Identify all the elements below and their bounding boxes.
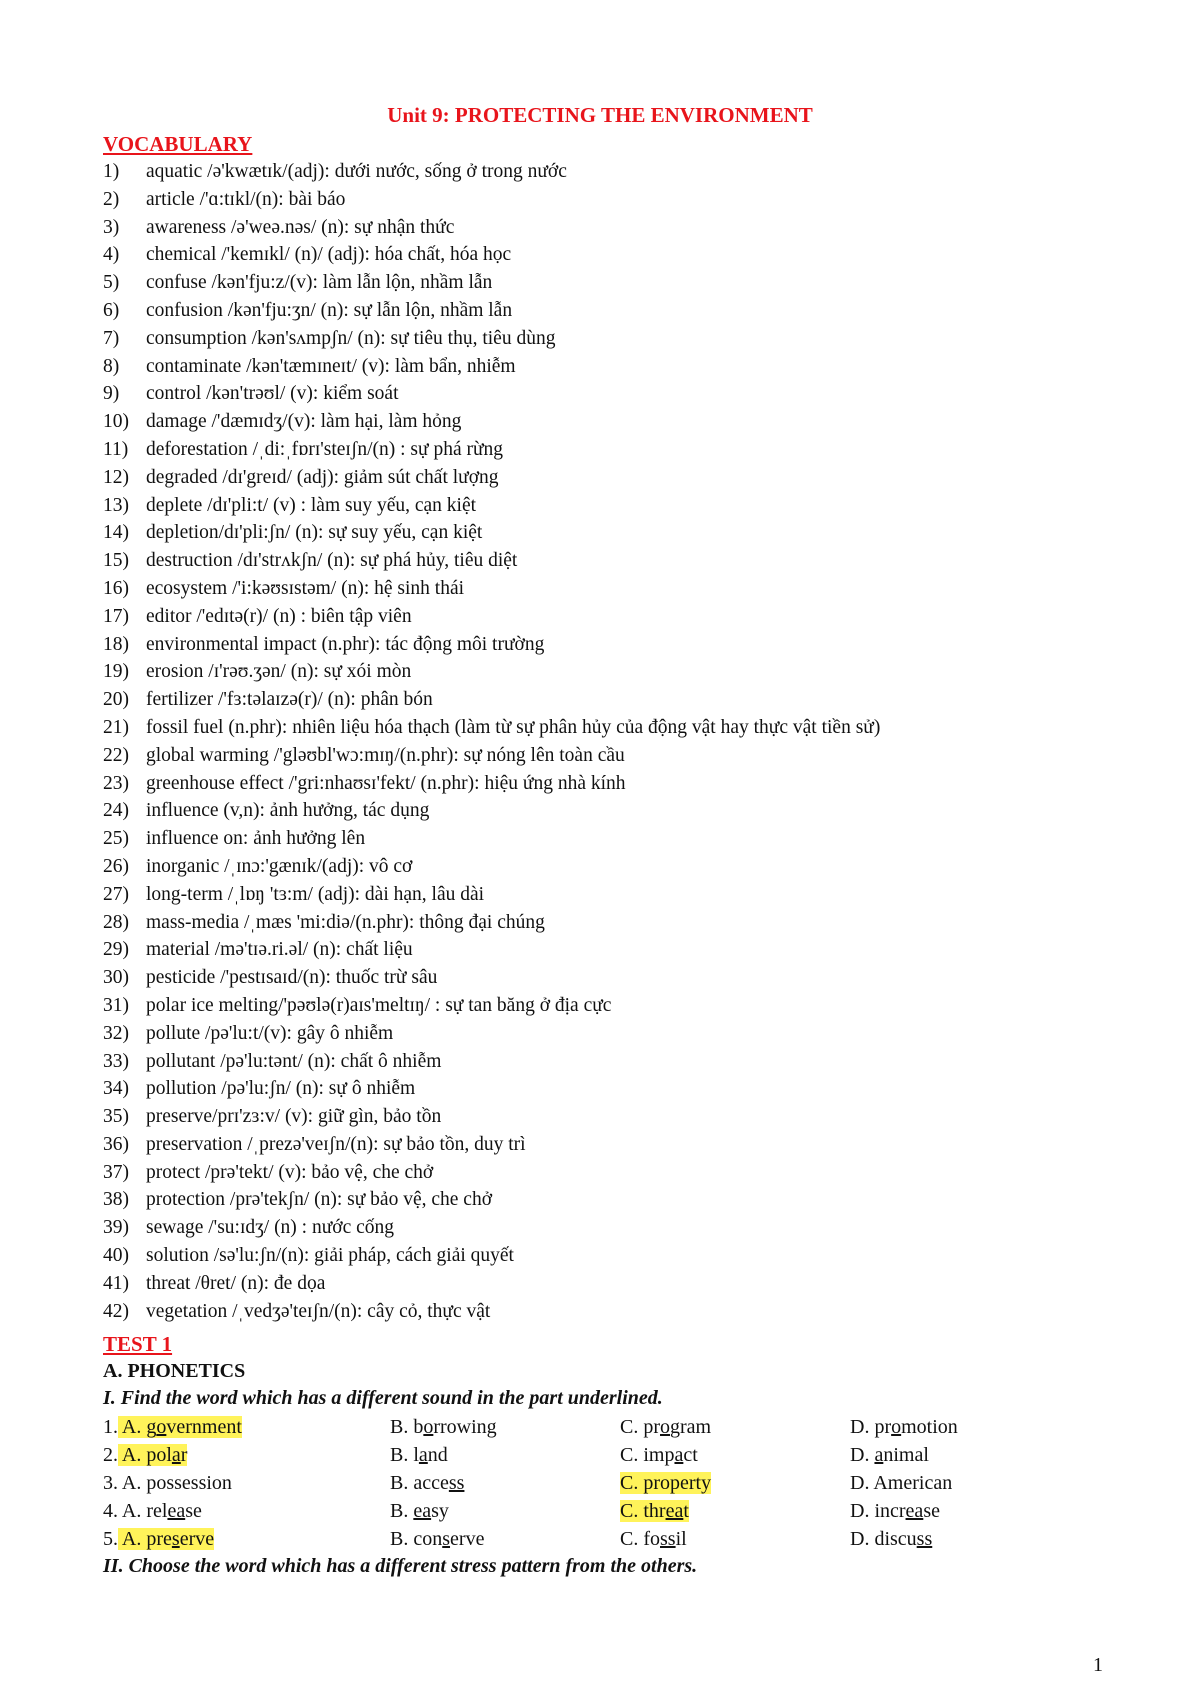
vocabulary-item-number: 42) [103, 1300, 129, 1322]
test-heading: TEST 1 [103, 1332, 173, 1356]
answer-option [103, 1525, 214, 1553]
vocabulary-item-text: polar ice melting/'pəʊlə(r)aɪs'meltɪŋ/ : sự tan băng ở địa cực [146, 994, 612, 1016]
vocabulary-item [103, 1214, 1103, 1242]
vocabulary-item [103, 380, 1103, 408]
vocabulary-item-text: deplete /dɪ'pli:t/ (v) : làm suy yếu, cạn kiệt [146, 494, 477, 516]
vocabulary-item-number: 41) [103, 1272, 129, 1294]
vocabulary-item [103, 1186, 1103, 1214]
vocabulary-item-number: 29) [103, 939, 129, 961]
vocabulary-item [103, 770, 1103, 798]
vocabulary-item-number: 37) [103, 1161, 129, 1183]
vocabulary-item [103, 547, 1103, 575]
vocabulary-item-text: influence (v,n): ảnh hưởng, tác dụng [146, 800, 430, 822]
vocabulary-item-number: 27) [103, 883, 129, 905]
vocabulary-item-text: article /'ɑ:tɪkl/(n): bài báo [146, 188, 346, 210]
vocabulary-item-number: 5) [103, 272, 120, 294]
answer-option [103, 1497, 202, 1525]
vocabulary-item-text: aquatic /ə'kwætɪk/(adj): dưới nước, sống ở trong nước [146, 161, 567, 182]
vocabulary-item-number: 6) [103, 299, 120, 321]
highlighted-answer: C. threat [620, 1500, 689, 1522]
answer-option [620, 1441, 698, 1469]
question-number: 1. [103, 1416, 118, 1438]
question-row [103, 1413, 1103, 1441]
vocabulary-item-number: 35) [103, 1106, 129, 1128]
vocabulary-item [103, 1075, 1103, 1103]
highlighted-answer: A. government [118, 1416, 242, 1438]
vocabulary-item-number: 13) [103, 494, 129, 516]
vocabulary-item-text: pollute /pə'lu:t/(v): gây ô nhiễm [146, 1022, 394, 1044]
vocabulary-item-number: 32) [103, 1022, 129, 1044]
vocabulary-item-text: fertilizer /'fɜ:təlaɪzə(r)/ (n): phân bón [146, 689, 433, 711]
vocabulary-item-number: 21) [103, 716, 129, 738]
vocabulary-item-text: sewage /'su:ɪdʒ/ (n) : nước cống [146, 1217, 395, 1239]
answer-option [850, 1497, 940, 1525]
vocabulary-item-text: depletion/dɪ'pli:ʃn/ (n): sự suy yếu, cạn kiệt [146, 522, 483, 544]
vocabulary-item [103, 686, 1103, 714]
answer-option [850, 1525, 932, 1553]
vocabulary-item [103, 1298, 1103, 1326]
vocabulary-item-text: protect /prə'tekt/ (v): bảo vệ, che chở [146, 1161, 434, 1183]
answer-option [620, 1497, 689, 1525]
answer-option [103, 1441, 187, 1469]
vocabulary-item [103, 297, 1103, 325]
vocabulary-item-text: threat /θret/ (n): đe dọa [146, 1272, 326, 1294]
vocabulary-item [103, 1159, 1103, 1187]
vocabulary-item-text: preserve/prɪ'zɜ:v/ (v): giữ gìn, bảo tồn [146, 1106, 442, 1128]
vocabulary-item-number: 10) [103, 411, 129, 433]
vocabulary-item-number: 8) [103, 355, 120, 377]
vocabulary-item-number: 30) [103, 967, 129, 989]
vocabulary-item-text: ecosystem /'i:kəʊsɪstəm/ (n): hệ sinh thái [146, 577, 465, 599]
vocabulary-item-text: influence on: ảnh hưởng lên [146, 828, 366, 850]
vocabulary-item-text: inorganic /ˌɪnɔ:'gænɪk/(adj): vô cơ [146, 855, 413, 877]
vocabulary-item-text: pollutant /pə'lu:tənt/ (n): chất ô nhiễm [146, 1050, 442, 1072]
vocabulary-item [103, 464, 1103, 492]
vocabulary-item [103, 1048, 1103, 1076]
vocabulary-item-number: 11) [103, 438, 129, 460]
vocabulary-item-number: 15) [103, 550, 129, 572]
option-text: C. program [620, 1416, 712, 1438]
question-row [103, 1441, 1103, 1469]
vocabulary-item [103, 853, 1103, 881]
vocabulary-item [103, 714, 1103, 742]
vocabulary-item-number: 24) [103, 800, 129, 822]
vocabulary-item-text: erosion /ɪ'rəʊ.ʒən/ (n): sự xói mòn [146, 661, 412, 683]
question-row [103, 1525, 1103, 1553]
vocabulary-item-text: editor /'edɪtə(r)/ (n) : biên tập viên [146, 605, 412, 627]
option-text: A. release [118, 1500, 202, 1522]
vocabulary-item-text: pollution /pə'lu:ʃn/ (n): sự ô nhiễm [146, 1078, 416, 1100]
vocabulary-item-number: 18) [103, 633, 129, 655]
vocabulary-item-number: 19) [103, 661, 129, 683]
vocabulary-item-number: 25) [103, 828, 129, 850]
vocabulary-item [103, 186, 1103, 214]
vocabulary-item-number: 3) [103, 216, 120, 238]
vocabulary-item [103, 1131, 1103, 1159]
vocabulary-item-number: 23) [103, 772, 129, 794]
vocabulary-item-text: vegetation /ˌvedʒə'teɪʃn/(n): cây cỏ, thực vật [146, 1300, 491, 1322]
vocabulary-item-number: 20) [103, 689, 129, 711]
instruction-sound: I. Find the word which has a different sound in the part underlined. [103, 1387, 663, 1409]
instruction-stress: II. Choose the word which has a different stress pattern from the others. [103, 1555, 698, 1577]
question-number: 2. [103, 1444, 118, 1466]
vocabulary-item-text: fossil fuel (n.phr): nhiên liệu hóa thạch (làm từ sự phân hủy của động vật hay thực vật tiền sử) [146, 716, 881, 738]
vocabulary-item-text: environmental impact (n.phr): tác động môi trường [146, 633, 545, 655]
option-text: D. discuss [850, 1528, 933, 1550]
highlighted-answer: A. polar [118, 1444, 188, 1466]
answer-option [390, 1497, 449, 1525]
vocabulary-item [103, 992, 1103, 1020]
vocabulary-item-text: awareness /ə'weə.nəs/ (n): sự nhận thức [146, 216, 455, 238]
vocabulary-item-text: solution /sə'lu:ʃn/(n): giải pháp, cách giải quyết [146, 1245, 514, 1267]
vocabulary-item [103, 241, 1103, 269]
vocabulary-item-number: 7) [103, 327, 120, 349]
vocabulary-item-number: 14) [103, 522, 129, 544]
answer-option [850, 1413, 958, 1441]
answer-option [390, 1469, 464, 1497]
vocabulary-item-text: chemical /'kemɪkl/ (n)/ (adj): hóa chất, hóa học [146, 244, 512, 266]
vocabulary-item-text: contaminate /kən'tæmɪneɪt/ (v): làm bẩn, nhiễm [146, 355, 516, 377]
vocabulary-item-text: pesticide /'pestɪsaɪd/(n): thuốc trừ sâu [146, 967, 438, 989]
option-text: C. fossil [620, 1528, 687, 1550]
answer-option [390, 1413, 497, 1441]
answer-option [103, 1413, 242, 1441]
phonetics-questions [103, 1413, 1103, 1553]
phonetics-heading: A. PHONETICS [103, 1360, 246, 1382]
vocabulary-item-text: control /kən'trəʊl/ (v): kiểm soát [146, 383, 399, 405]
vocabulary-item-number: 26) [103, 855, 129, 877]
question-row [103, 1497, 1103, 1525]
vocabulary-item-text: protection /prə'tekʃn/ (n): sự bảo vệ, che chở [146, 1189, 493, 1211]
vocabulary-item [103, 1103, 1103, 1131]
option-text: D. increase [850, 1500, 940, 1522]
vocabulary-item-number: 2) [103, 188, 120, 210]
vocabulary-item-number: 28) [103, 911, 129, 933]
vocabulary-item [103, 881, 1103, 909]
option-text: C. impact [620, 1444, 698, 1466]
vocabulary-item [103, 353, 1103, 381]
vocabulary-item-number: 16) [103, 577, 129, 599]
answer-option [620, 1469, 711, 1497]
vocabulary-item [103, 575, 1103, 603]
vocabulary-item [103, 658, 1103, 686]
vocabulary-item-number: 34) [103, 1078, 129, 1100]
vocabulary-item [103, 436, 1103, 464]
vocabulary-item [103, 492, 1103, 520]
vocabulary-item-number: 4) [103, 244, 120, 266]
vocabulary-item-text: confuse /kən'fju:z/(v): làm lẫn lộn, nhầm lẫn [146, 272, 493, 294]
vocabulary-item [103, 1020, 1103, 1048]
vocabulary-list [103, 158, 1103, 1325]
vocabulary-item-number: 17) [103, 605, 129, 627]
vocabulary-item [103, 325, 1103, 353]
answer-option [620, 1525, 687, 1553]
vocabulary-item [103, 742, 1103, 770]
answer-option [390, 1441, 448, 1469]
vocabulary-item-text: degraded /dɪ'greɪd/ (adj): giảm sút chất lượng [146, 466, 499, 488]
vocabulary-item [103, 1242, 1103, 1270]
option-text: B. conserve [390, 1528, 485, 1550]
vocabulary-item [103, 825, 1103, 853]
question-row [103, 1469, 1103, 1497]
vocabulary-item [103, 1270, 1103, 1298]
question-number: 3. [103, 1472, 118, 1494]
vocabulary-item [103, 964, 1103, 992]
answer-option [850, 1469, 952, 1497]
question-number: 5. [103, 1528, 118, 1550]
vocabulary-item [103, 631, 1103, 659]
vocabulary-item [103, 158, 1103, 186]
page-title: Unit 9: PROTECTING THE ENVIRONMENT [387, 103, 813, 127]
answer-option [620, 1413, 711, 1441]
vocabulary-item-text: mass-media /ˌmæs 'mi:diə/(n.phr): thông đại chúng [146, 911, 545, 933]
vocabulary-item-text: confusion /kən'fju:ʒn/ (n): sự lẫn lộn, nhầm lẫn [146, 299, 513, 321]
vocabulary-item [103, 603, 1103, 631]
vocabulary-item-number: 12) [103, 466, 129, 488]
vocabulary-item [103, 936, 1103, 964]
answer-option [850, 1441, 929, 1469]
vocabulary-item-text: deforestation /ˌdi:ˌfɒrɪ'steɪʃn/(n) : sự phá rừng [146, 438, 504, 460]
vocabulary-heading: VOCABULARY [103, 132, 253, 156]
question-number: 4. [103, 1500, 118, 1522]
vocabulary-item [103, 797, 1103, 825]
option-text: D. promotion [850, 1416, 958, 1438]
page-number: 1 [1093, 1654, 1103, 1676]
vocabulary-item-number: 31) [103, 994, 129, 1016]
option-text: B. easy [390, 1500, 449, 1522]
vocabulary-item [103, 909, 1103, 937]
vocabulary-item-text: long-term /ˌlɒŋ 'tɜ:m/ (adj): dài hạn, lâu dài [146, 883, 485, 905]
vocabulary-item-number: 40) [103, 1245, 129, 1267]
vocabulary-item-text: damage /'dæmɪdʒ/(v): làm hại, làm hỏng [146, 411, 462, 433]
option-text: D. American [850, 1472, 953, 1494]
vocabulary-item-text: destruction /dɪ'strʌkʃn/ (n): sự phá hủy, tiêu diệt [146, 550, 518, 572]
vocabulary-item-text: global warming /'gləʊbl'wɔ:mɪŋ/(n.phr): sự nóng lên toàn cầu [146, 744, 625, 766]
vocabulary-item-number: 9) [103, 383, 120, 405]
option-text: B. borrowing [390, 1416, 497, 1438]
vocabulary-item-number: 1) [103, 161, 120, 182]
vocabulary-item [103, 269, 1103, 297]
vocabulary-item-number: 36) [103, 1133, 129, 1155]
answer-option [103, 1469, 232, 1497]
vocabulary-item [103, 214, 1103, 242]
vocabulary-item-text: greenhouse effect /'gri:nhaʊsɪ'fekt/ (n.phr): hiệu ứng nhà kính [146, 772, 626, 794]
vocabulary-item-number: 33) [103, 1050, 129, 1072]
option-text: B. land [390, 1444, 448, 1466]
vocabulary-item [103, 519, 1103, 547]
vocabulary-item-number: 38) [103, 1189, 129, 1211]
vocabulary-item-text: material /mə'tɪə.ri.əl/ (n): chất liệu [146, 939, 413, 961]
vocabulary-item-text: consumption /kən'sʌmpʃn/ (n): sự tiêu thụ, tiêu dùng [146, 327, 556, 349]
option-text: D. animal [850, 1444, 929, 1466]
vocabulary-item-number: 39) [103, 1217, 129, 1239]
answer-option [390, 1525, 484, 1553]
option-text: A. possession [118, 1472, 232, 1494]
option-text: B. access [390, 1472, 465, 1494]
vocabulary-item-number: 22) [103, 744, 129, 766]
highlighted-answer: A. preserve [118, 1528, 215, 1550]
vocabulary-item-text: preservation /ˌprezə'veɪʃn/(n): sự bảo tồn, duy trì [146, 1133, 526, 1155]
vocabulary-item [103, 408, 1103, 436]
highlighted-answer: C. property [620, 1472, 712, 1494]
